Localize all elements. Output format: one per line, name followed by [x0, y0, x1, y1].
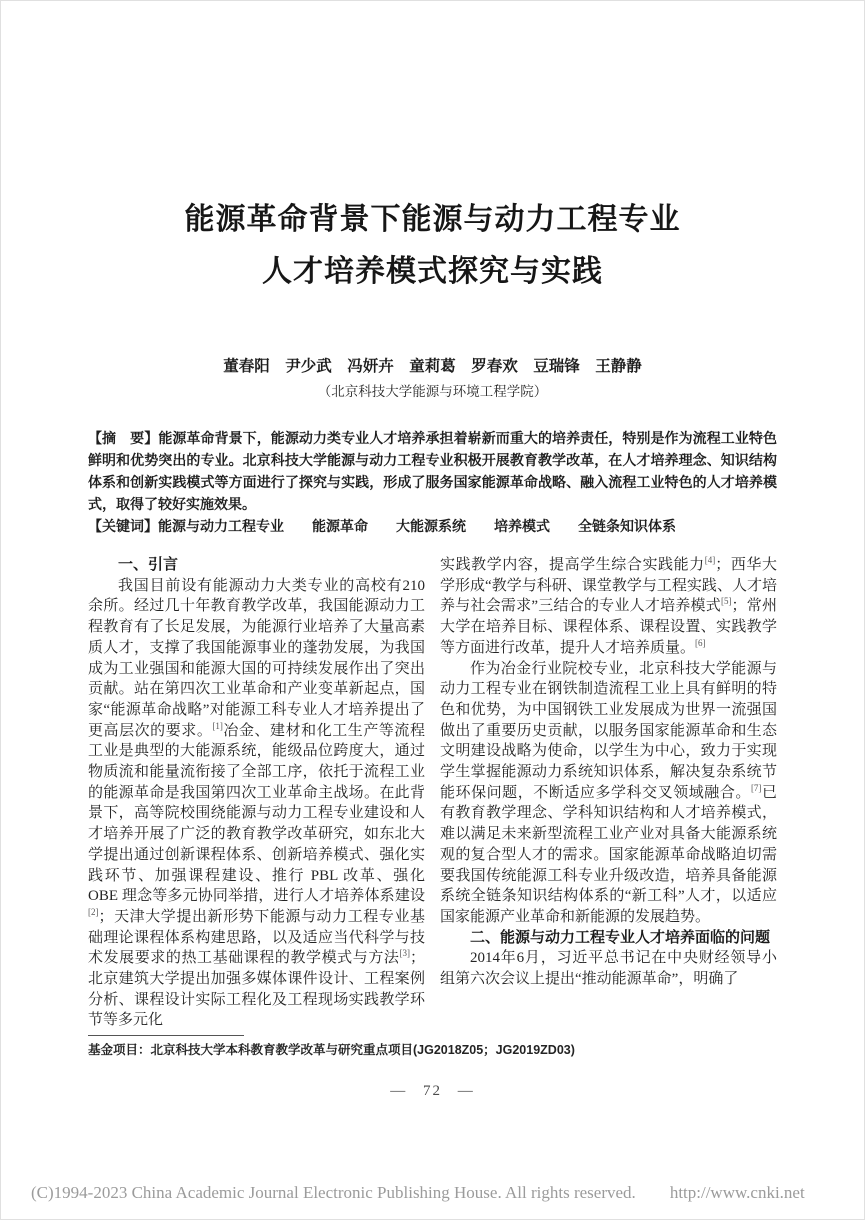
keywords-label: 【关键词】 [88, 518, 158, 534]
keywords-list: 能源与动力工程专业 能源革命 大能源系统 培养模式 全链条知识体系 [158, 518, 676, 534]
section-heading: 一、引言 [118, 556, 179, 573]
copyright-text: (C)1994-2023 China Academic Journal Electronic Publishing House. All rights reserved. [31, 1183, 636, 1202]
author-list: 董春阳 尹少武 冯妍卉 童莉葛 罗春欢 豆瑞锋 王静静 [223, 358, 642, 375]
citation-ref: [7] [750, 782, 762, 793]
article-title [1, 1, 864, 298]
article-title-line-2: 人才培养模式探究与实践 [262, 255, 603, 288]
keywords [88, 515, 777, 537]
body-paragraph: 我国目前设有能源动力大类专业的高校有210余所。经过几十年教育教学改革，我国能源动力工程教育有了长足发展，为能源行业培养了大量高素质人才，支撑了我国能源事业的蓬勃发展，为我国成为工业强国和能源大国的可持续发展作出了突出贡献。站在第四次工业革命和产业变革新起点，国家“能源革命战略”对能源工科专业人才培养提出了更高层次的要求。[1]冶金、建材和化工生产等流程工业是典型的大能源系统，能级品位跨度大，通过物质流和能量流衔接了全部工序，依托于流程工业的能源革命是我国第四次工业革命主战场。在此背景下，高等院校围绕能源与动力工程专业建设和人才培养开展了广泛的教育教学改革研究，如东北大学提出通过创新课程体系、创新培养模式、强化实践环节、加强课程建设、推行 PBL 改革、强化 OBE 理念等多元协同举措，进行人才培养体系建设[2]；天津大学提出新形势下能源与动力工程专业基础理论课程体系构建思路，以及适应当代科学与技术发展要求的热工基础课程的教学模式与方法[3]；北京建筑大学提出加强多媒体课件设计、工程案例分析、课程设计实际工程化及工程现场实践教学环节等多元化 [88, 577, 425, 1029]
citation-ref: [1] [212, 720, 223, 731]
cnki-url: http://www.cnki.net [669, 1183, 805, 1202]
body-paragraph: 2014年6月，习近平总书记在中央财经领导小组第六次会议上提出“推动能源革命”，明确了 [440, 950, 777, 988]
body-paragraph: 实践教学内容，提高学生综合实践能力[4]；西华大学形成“教学与科研、课堂教学与工程实践、人才培养与社会需求”三结合的专业人才培养模式[5]；常州大学在培养目标、课程体系、课程设置、实践教学等方面进行改革，提升人才培养质量。[6] [440, 555, 777, 656]
citation-ref: [3] [399, 948, 410, 959]
left-column [88, 555, 425, 1031]
funding-footnote: 基金项目：北京科技大学本科教育教学改革与研究重点项目(JG2018Z05；JG2019ZD03) [88, 1043, 575, 1057]
page-number: — 72 — [390, 1083, 475, 1099]
body-columns [88, 555, 777, 1031]
section-heading: 二、能源与动力工程专业人才培养面临的问题 [470, 928, 771, 946]
citation-ref: [2] [88, 906, 99, 917]
abstract-label: 【摘 要】 [88, 430, 159, 446]
citation-ref: [5] [721, 596, 732, 607]
abstract-block [88, 427, 777, 537]
abstract [88, 427, 777, 515]
citation-ref: [4] [704, 555, 716, 565]
abstract-text: 能源革命背景下，能源动力类专业人才培养承担着崭新而重大的培养责任，特别是作为流程工业特色鲜明和优势突出的专业。北京科技大学能源与动力工程专业积极开展教育教学改革，在人才培养理念、知识结构体系和创新实践模式等方面进行了探究与实践，形成了服务国家能源革命战略、融入流程工业特色的人才培养模式，取得了较好实施效果。 [88, 430, 777, 512]
article-title-line-1: 能源革命背景下能源与动力工程专业 [184, 203, 681, 236]
body-paragraph: 作为冶金行业院校专业，北京科技大学能源与动力工程专业在钢铁制造流程工业上具有鲜明的特色和优势，为中国钢铁工业发展成为世界一流强国做出了重要历史贡献，以服务国家能源革命和生态文明建设战略为使命，以学生为中心，致力于实现学生掌握能源动力系统知识体系，解决复杂系统节能环保问题，不断适应多学科交叉领域融合。[7]已有教育教学理念、学科知识结构和人才培养模式，难以满足未来新型流程工业产业对具备大能源系统观的复合型人才的需求。国家能源革命战略迫切需要我国传统能源工科专业升级改造，培养具备能源系统全链条知识结构体系的“新工科”人才，以适应国家能源产业革命和新能源的发展趋势。 [440, 660, 777, 925]
cnki-copyright-bar [31, 1183, 805, 1203]
citation-ref: [6] [695, 637, 706, 648]
affiliation: （北京科技大学能源与环境工程学院） [317, 384, 548, 399]
right-column [440, 555, 777, 1031]
footnote-divider [88, 1035, 244, 1036]
